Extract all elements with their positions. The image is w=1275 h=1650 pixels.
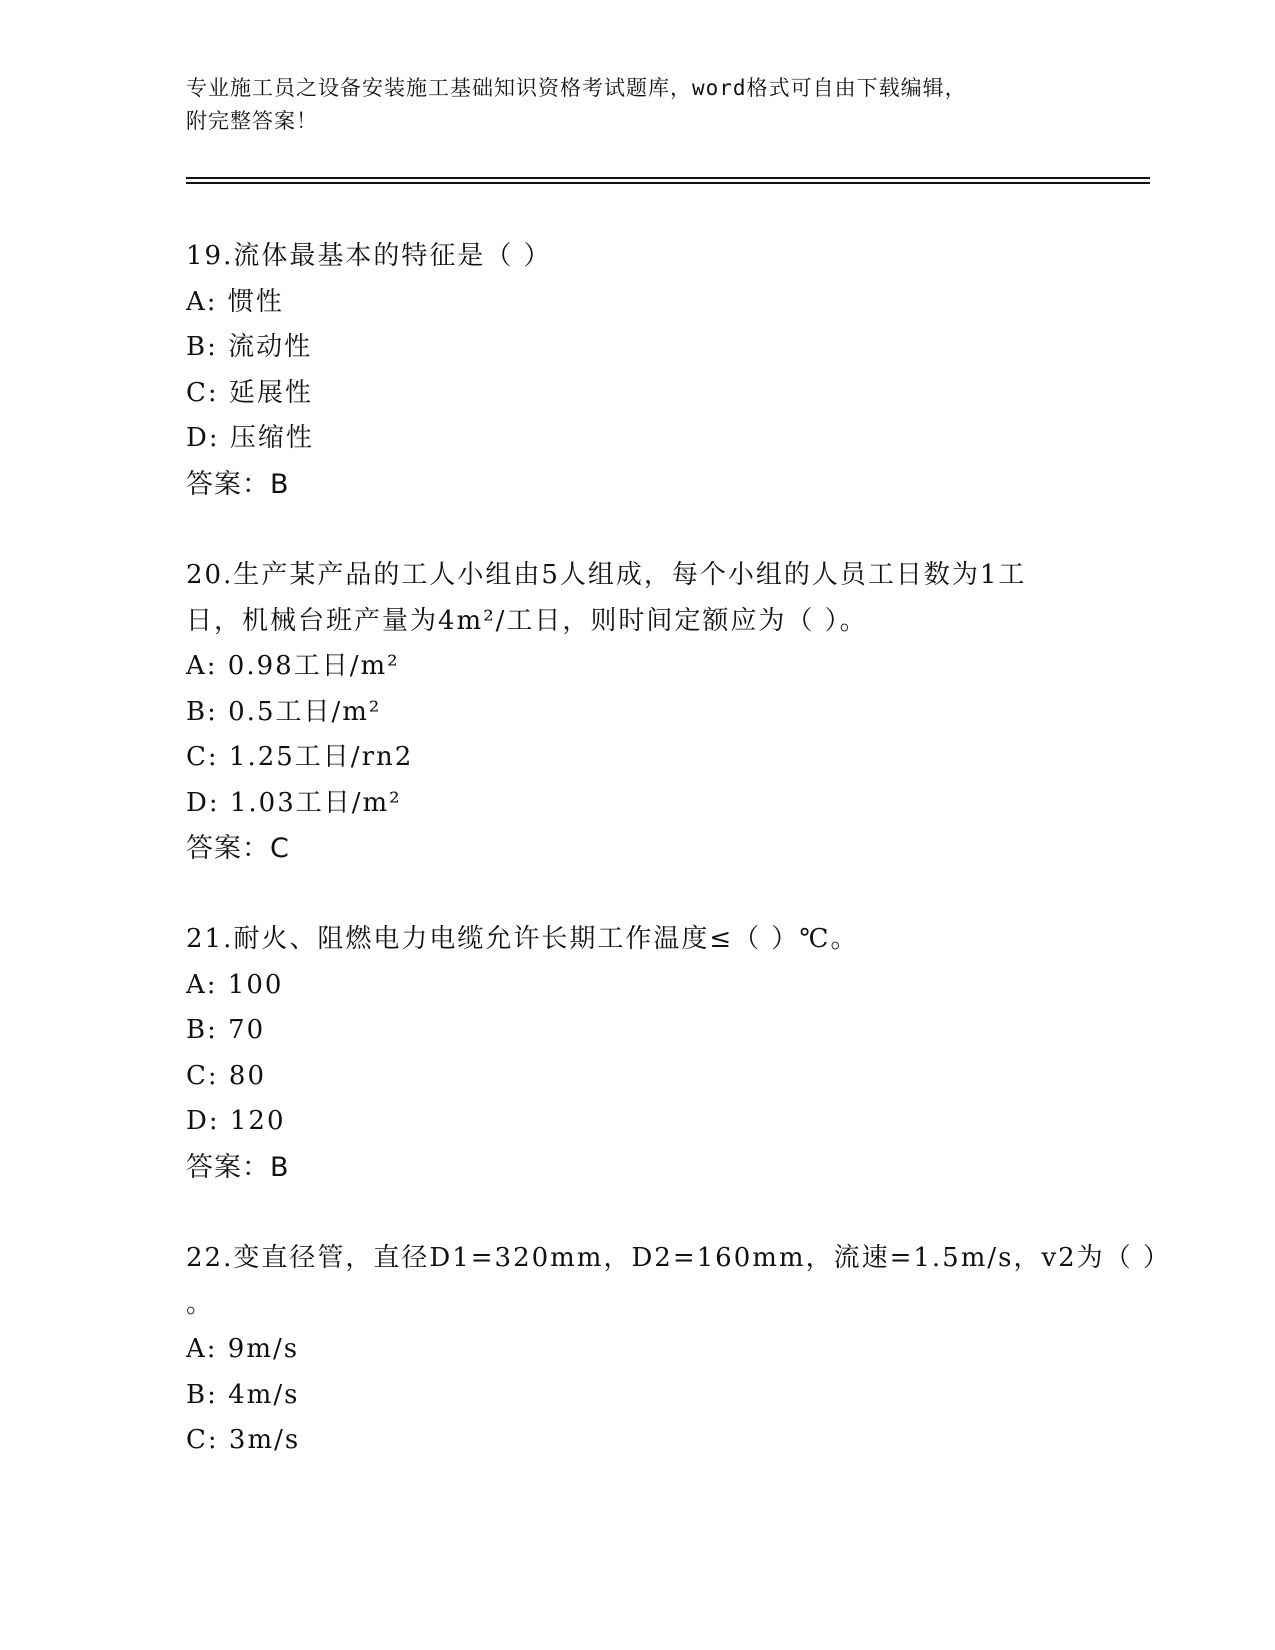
option-b: B: 4m/s (186, 1379, 300, 1410)
answer: 答案：B (186, 468, 290, 500)
question-stem-continued: 。 (186, 1288, 215, 1319)
option-c: C: 1.25工日/rn2 (186, 742, 414, 772)
answer: 答案：B (186, 1151, 290, 1183)
option-a: A: 9m/s (186, 1334, 300, 1364)
question-stem: 21.耐火、阻燃电力电缆允许长期工作温度≤（ ）℃。 (186, 924, 859, 954)
document-header (186, 72, 1086, 138)
option-a: A: 0.98工日/m² (186, 651, 400, 681)
header-divider-bottom (186, 182, 1150, 184)
option-b: B: 0.5工日/m² (186, 696, 382, 727)
question-stem: 20.生产某产品的工人小组由5人组成，每个小组的人员工日数为1工 (186, 560, 1027, 590)
header-divider-top (186, 177, 1150, 179)
question-stem: 19.流体最基本的特征是（ ） (186, 241, 552, 271)
header-line-2: 附完整答案！ (186, 109, 318, 133)
question-22 (186, 1236, 1171, 1464)
answer: 答案：C (186, 833, 290, 864)
option-b: B: 70 (186, 1015, 266, 1045)
option-d: D: 1.03工日/m² (186, 787, 402, 818)
question-stem: 22.变直径管，直径D1=320mm，D2=160mm，流速=1.5m/s，v2为（ ） (186, 1243, 1171, 1273)
option-c: C: 延展性 (186, 377, 313, 408)
question-21 (186, 917, 1086, 1190)
question-stem-continued: 日，机械台班产量为4m²/工日，则时间定额应为（ ）。 (186, 605, 868, 636)
option-a: A: 100 (186, 969, 284, 1000)
option-d: D: 120 (186, 1106, 286, 1136)
option-c: C: 3m/s (186, 1425, 301, 1455)
option-d: D: 压缩性 (186, 423, 314, 453)
option-a: A: 惯性 (186, 286, 284, 317)
question-20 (186, 553, 1086, 872)
option-c: C: 80 (186, 1060, 267, 1091)
header-line-1: 专业施工员之设备安装施工基础知识资格考试题库，word格式可自由下载编辑， (186, 76, 967, 100)
option-b: B: 流动性 (186, 332, 313, 362)
question-19 (186, 234, 1086, 507)
